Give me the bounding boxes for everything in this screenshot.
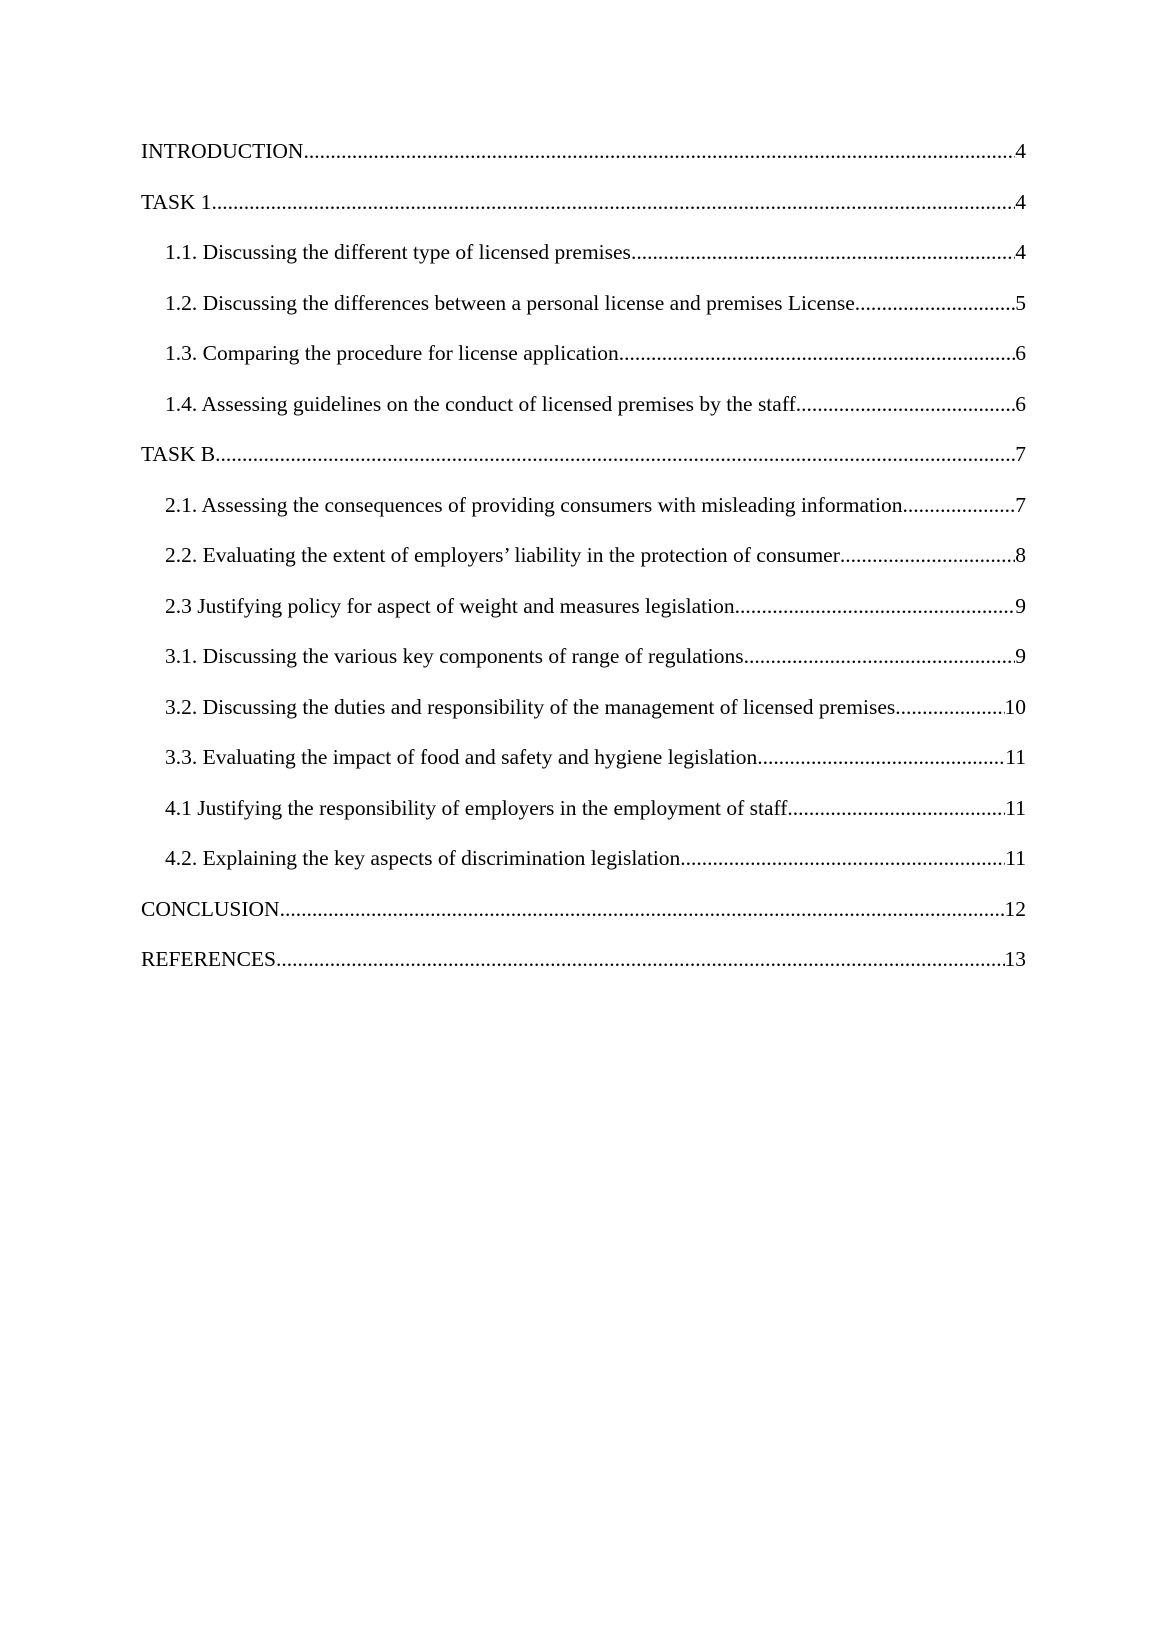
toc-page-number: 4 (1015, 189, 1026, 214)
toc-entry-1-3[interactable] (141, 338, 1026, 389)
toc-entry-4-2[interactable] (141, 843, 1026, 894)
toc-page-number: 8 (1015, 543, 1026, 567)
toc-entry-title: TASK 1 (141, 189, 212, 214)
toc-dot-leader (680, 843, 1005, 873)
toc-entry-title: 3.1. Discussing the various key components of range of regulations (165, 644, 744, 668)
toc-entry-introduction[interactable] (141, 136, 1026, 187)
toc-page-number: 9 (1015, 593, 1026, 618)
toc-entry-conclusion[interactable] (141, 894, 1026, 945)
toc-page-number: 7 (1015, 442, 1026, 466)
toc-page-number: 7 (1015, 492, 1026, 517)
toc-entry-3-1[interactable] (141, 641, 1026, 692)
toc-page-number: 4 (1015, 139, 1026, 163)
toc-entry-references[interactable] (141, 944, 1026, 995)
toc-page-number: 6 (1015, 341, 1026, 365)
toc-page-number: 9 (1015, 644, 1026, 668)
table-of-contents (141, 136, 1026, 995)
toc-entry-3-2[interactable] (141, 692, 1026, 743)
toc-dot-leader (212, 187, 1016, 217)
toc-entry-title: 2.1. Assessing the consequences of providing consumers with misleading information (165, 492, 903, 517)
toc-entry-title: 1.4. Assessing guidelines on the conduct of licensed premises by the staff (165, 391, 796, 416)
toc-entry-1-4[interactable] (141, 389, 1026, 440)
toc-entry-1-2[interactable] (141, 288, 1026, 339)
toc-entry-2-1[interactable] (141, 490, 1026, 541)
toc-entry-4-1[interactable] (141, 793, 1026, 844)
toc-entry-title: 1.3. Comparing the procedure for license application (165, 341, 619, 365)
toc-entry-title: CONCLUSION (141, 896, 280, 921)
toc-page-number: 13 (1004, 947, 1026, 971)
toc-entry-task-b[interactable] (141, 439, 1026, 490)
toc-page-number: 10 (1004, 694, 1026, 719)
toc-dot-leader (280, 894, 1005, 924)
toc-entry-title: 4.2. Explaining the key aspects of discrimination legislation (165, 846, 681, 870)
toc-entry-title: 3.3. Evaluating the impact of food and safety and hygiene legislation (165, 745, 758, 769)
toc-dot-leader (840, 540, 1015, 570)
toc-dot-leader (303, 136, 1015, 166)
toc-page-number: 4 (1015, 240, 1026, 264)
toc-dot-leader (895, 692, 1004, 722)
toc-page-number: 5 (1015, 290, 1026, 315)
toc-dot-leader (735, 591, 1016, 621)
toc-dot-leader (744, 641, 1016, 671)
toc-dot-leader (619, 338, 1016, 368)
toc-entry-title: 2.3 Justifying policy for aspect of weight and measures legislation (165, 593, 735, 618)
toc-dot-leader (787, 793, 1005, 823)
toc-entry-title: 3.2. Discussing the duties and responsibility of the management of licensed premises (165, 694, 896, 719)
toc-dot-leader (796, 389, 1015, 419)
toc-entry-title: 1.1. Discussing the different type of licensed premises (165, 240, 631, 264)
toc-dot-leader (276, 944, 1005, 974)
toc-entry-3-3[interactable] (141, 742, 1026, 793)
toc-entry-2-2[interactable] (141, 540, 1026, 591)
toc-dot-leader (902, 490, 1015, 520)
toc-entry-title: REFERENCES (141, 947, 276, 971)
toc-entry-1-1[interactable] (141, 237, 1026, 288)
toc-entry-2-3[interactable] (141, 591, 1026, 642)
toc-entry-task-1[interactable] (141, 187, 1026, 238)
toc-entry-title: TASK B (141, 442, 216, 466)
toc-dot-leader (631, 237, 1015, 267)
toc-page-number: 11 (1005, 846, 1026, 870)
toc-dot-leader (855, 288, 1015, 318)
toc-page-number: 11 (1005, 745, 1026, 769)
toc-entry-title: 2.2. Evaluating the extent of employers’ liability in the protection of consumer (165, 543, 840, 567)
toc-page-number: 12 (1004, 896, 1026, 921)
toc-entry-title: INTRODUCTION (141, 139, 304, 163)
toc-page-number: 11 (1005, 795, 1026, 820)
toc-dot-leader (757, 742, 1005, 772)
toc-page-number: 6 (1015, 391, 1026, 416)
toc-entry-title: 4.1 Justifying the responsibility of employers in the employment of staff (165, 795, 788, 820)
toc-dot-leader (215, 439, 1015, 469)
toc-entry-title: 1.2. Discussing the differences between a personal license and premises License (165, 290, 855, 315)
